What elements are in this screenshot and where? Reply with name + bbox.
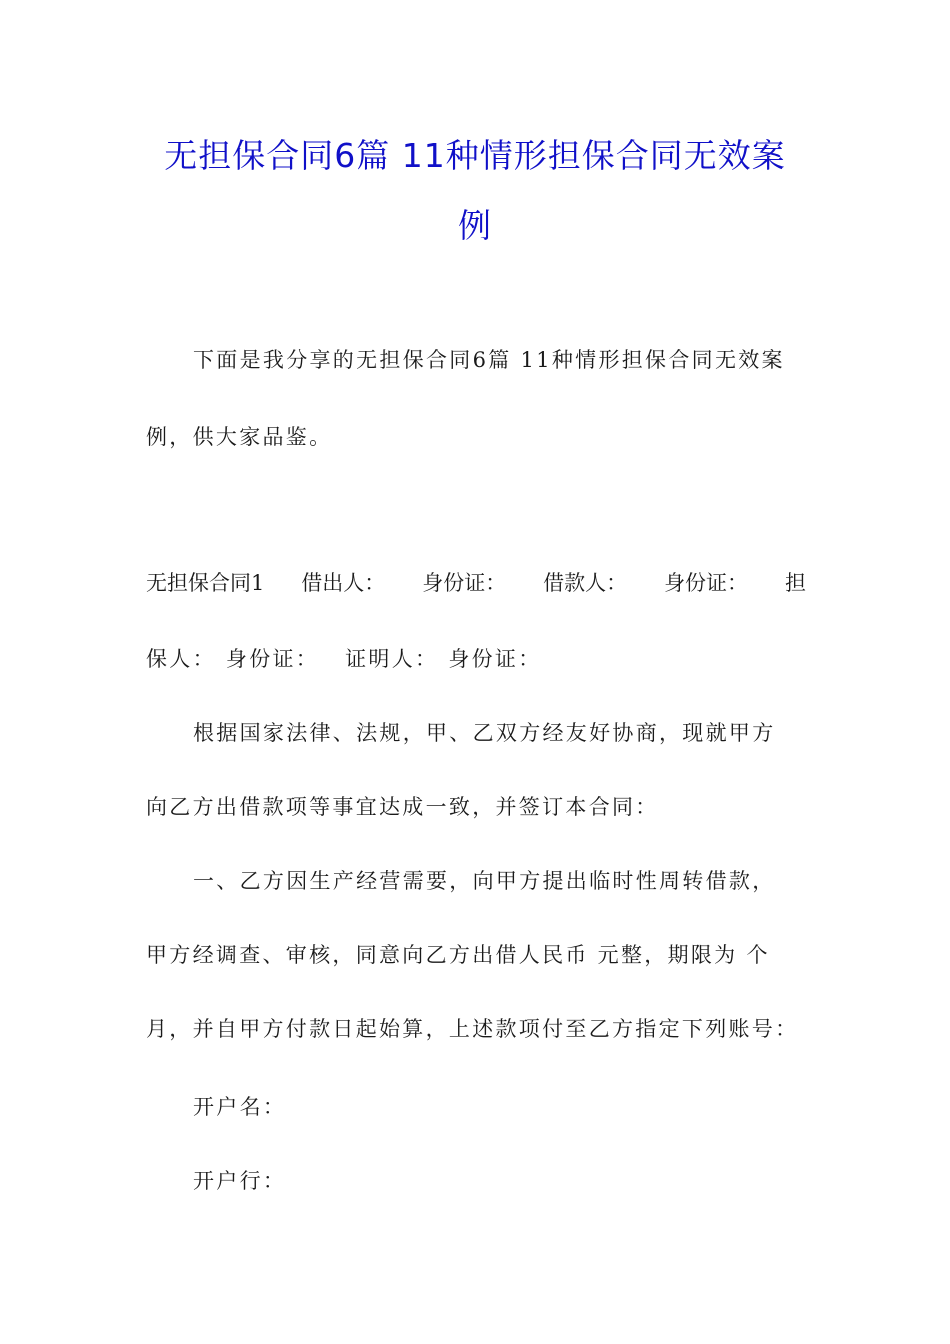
guarantor-id-label: 身份证： [225, 647, 320, 671]
borrower-id-label: 身份证： [664, 571, 749, 595]
paragraph-2-line-3: 月，并自甲方付款日起始算，上述款项付至乙方指定下列账号： [146, 1017, 799, 1041]
borrower-label: 借款人： [543, 571, 628, 595]
document-title-line-2: 例 [458, 206, 492, 245]
parties-line-1 [146, 568, 806, 598]
paragraph-2-line-1: 一、乙方因生产经营需要，向甲方提出临时性周转借款， [193, 869, 776, 893]
witness-id-label: 身份证： [448, 647, 542, 671]
intro-line-1: 下面是我分享的无担保合同6篇 11种情形担保合同无效案 [193, 348, 785, 372]
account-bank-label: 开户行： [193, 1169, 287, 1193]
contract-heading: 无担保合同1 [146, 571, 265, 595]
guarantor-label-end: 保人： [146, 647, 216, 671]
lender-id-label: 身份证： [422, 571, 507, 595]
paragraph-1-line-1: 根据国家法律、法规，甲、乙双方经友好协商，现就甲方 [193, 721, 776, 745]
paragraph-2-line-2: 甲方经调查、审核，同意向乙方出借人民币 元整，期限为 个 [146, 943, 770, 967]
guarantor-label-start: 担 [784, 571, 806, 595]
witness-label: 证明人： [345, 647, 439, 671]
account-name-label: 开户名： [193, 1095, 287, 1119]
parties-line-2 [146, 644, 806, 674]
intro-line-2: 例，供大家品鉴。 [146, 425, 333, 449]
document-title-line-1: 无担保合同6篇 11种情形担保合同无效案 [164, 136, 786, 175]
paragraph-1-line-2: 向乙方出借款项等事宜达成一致，并签订本合同： [146, 795, 659, 819]
lender-label: 借出人： [301, 571, 386, 595]
